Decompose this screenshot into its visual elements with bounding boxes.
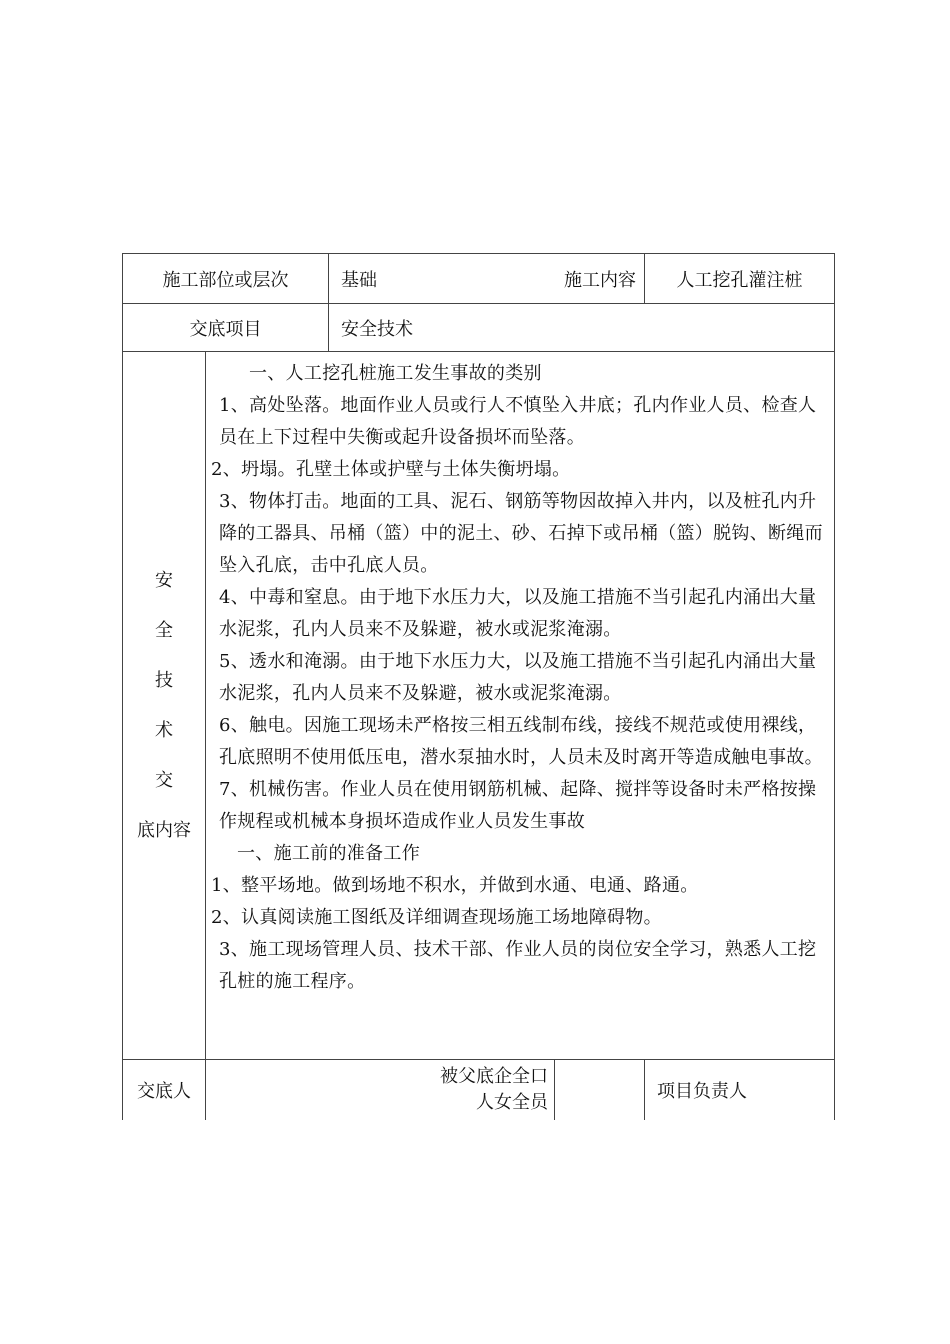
receiver-label-line: 人女全员 (476, 1091, 548, 1113)
paragraph: 1、整平场地。做到场地不积水，并做到水通、电通、路通。 (211, 875, 699, 896)
paragraph: 2、坍塌。孔壁土体或护壁与土体失衡坍塌。 (211, 459, 571, 480)
location-content-cell (329, 254, 645, 304)
section-heading: 一、人工挖孔桩施工发生事故的类别 (249, 363, 542, 384)
content-label: 施工内容 (564, 269, 636, 291)
content-cell (206, 352, 835, 1060)
item-label: 交底项目 (123, 304, 329, 352)
signature-row (123, 1060, 835, 1120)
side-label-char: 技 (155, 670, 173, 691)
paragraph: 1、高处坠落。地面作业人员或行人不慎坠入井底；孔内作业人员、检查人员在上下过程中失衡或起升设备损坏而坠落。 (219, 395, 817, 448)
side-label (123, 568, 205, 843)
body-row (123, 352, 835, 1060)
item-value: 安全技术 (329, 304, 835, 352)
location-label: 施工部位或层次 (123, 254, 329, 304)
manager-label: 项目负责人 (645, 1060, 835, 1120)
side-label-char: 底内容 (137, 820, 191, 841)
receiver-signature-cell (555, 1060, 645, 1120)
side-label-char: 术 (155, 720, 173, 741)
side-label-char: 全 (155, 620, 173, 641)
paragraph: 2、认真阅读施工图纸及详细调查现场施工场地障碍物。 (211, 907, 662, 928)
receiver-label-line: 被父底企全口 (440, 1065, 548, 1087)
paragraph: 6、触电。因施工现场未严格按三相五线制布线，接线不规范或使用裸线，孔底照明不使用低压电，潜水泵抽水时，人员未及时离开等造成触电事故。 (219, 715, 823, 768)
paragraph: 3、施工现场管理人员、技术干部、作业人员的岗位安全学习，熟悉人工挖孔桩的施工程序。 (219, 939, 817, 992)
paragraph: 5、透水和淹溺。由于地下水压力大，以及施工措施不当引起孔内涌出大量水泥浆，孔内人员来不及躲避，被水或泥浆淹溺。 (219, 651, 817, 704)
paragraph: 3、物体打击。地面的工具、泥石、钢筋等物因故掉入井内，以及桩孔内升降的工器具、吊桶（篮）中的泥土、砂、石掉下或吊桶（篮）脱钩、断绳而坠入孔底，击中孔底人员。 (219, 491, 823, 576)
header-row (123, 254, 835, 304)
side-label-char: 安 (155, 570, 173, 591)
receiver-label (206, 1060, 555, 1120)
disclosure-table (122, 253, 835, 1120)
side-label-cell (123, 352, 206, 1060)
section-heading: 一、施工前的准备工作 (237, 843, 420, 864)
discloser-label: 交底人 (123, 1060, 206, 1120)
paragraph: 4、中毒和窒息。由于地下水压力大，以及施工措施不当引起孔内涌出大量水泥浆，孔内人员来不及躲避，被水或泥浆淹溺。 (219, 587, 817, 640)
side-label-char: 交 (155, 770, 173, 791)
location-value: 基础 (341, 269, 377, 291)
paragraph: 7、机械伤害。作业人员在使用钢筋机械、起降、搅拌等设备时未严格按操作规程或机械本身损坏造成作业人员发生事故 (219, 779, 817, 832)
item-row (123, 304, 835, 352)
content-value: 人工挖孔灌注桩 (645, 254, 835, 304)
